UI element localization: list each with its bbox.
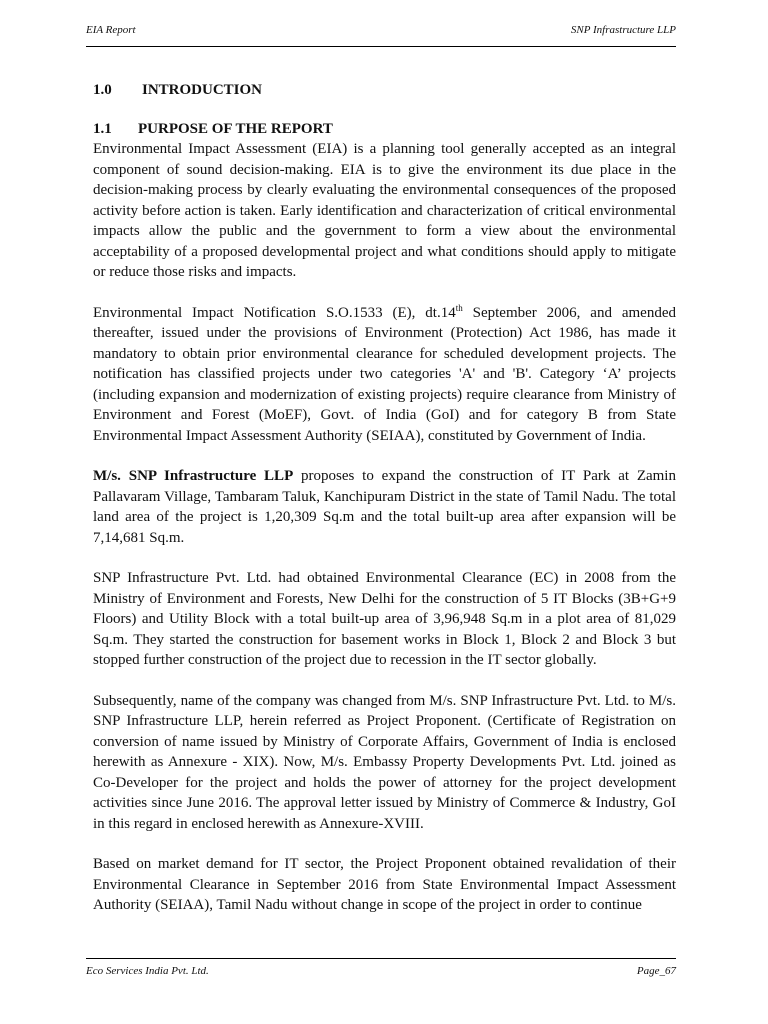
header-right-title: SNP Infrastructure LLP bbox=[570, 24, 676, 36]
paragraph-1: Environmental Impact Assessment (EIA) is a planning tool generally accepted as an integral component of sound decision-making. EIA is to give the environment its due place in the decision-making process by clearly evaluating the environmental consequences of the proposed activity before action is taken. Early identification and characterization of critical environmental impacts allow the public and the government to form a view about the environmental acceptability of a proposed developmental project and what conditions should apply to mitigate or reduce those risks and impacts. bbox=[93, 141, 676, 280]
subsection-title: PURPOSE OF THE REPORT bbox=[138, 120, 333, 137]
company-name: M/s. SNP Infrastructure LLP bbox=[93, 468, 294, 484]
paragraph-5: Subsequently, name of the company was changed from M/s. SNP Infrastructure Pvt. Ltd. to M/s. SNP Infrastructure LLP, herein referred as Project Proponent. (Certificate of Registration on conversion of name issued by Ministry of Corporate Affairs, Government of India is enclosed herewith as Annexure - XIX). Now, M/s. Embassy Property Developments Pvt. Ltd. joined as Co-Developer for the project and holds the power of attorney for the project development activities since June 2016. The approval letter issued by Ministry of Commerce & Industry, GoI in this regard in enclosed herewith as Annexure-XVIII. bbox=[93, 692, 676, 832]
page-footer bbox=[86, 958, 676, 977]
page-number: Page_67 bbox=[636, 965, 676, 977]
section-heading bbox=[93, 80, 676, 101]
section-title: INTRODUCTION bbox=[142, 82, 263, 98]
paragraph-3-rest: proposes to expand the construction of IT Park at Zamin Pallavaram Village, Tambaram Taluk, Kanchipuram District in the state of Tamil Nadu. The total land area of the project is 1,20,309 Sq.m and the total built-up area after expansion will be 7,14,681 Sq.m. bbox=[93, 468, 676, 546]
footer-company: Eco Services India Pvt. Ltd. bbox=[86, 965, 209, 977]
document-body bbox=[93, 77, 676, 936]
section-number: 1.0 bbox=[93, 82, 112, 98]
date-superscript: th bbox=[455, 302, 463, 313]
page-header bbox=[86, 24, 676, 47]
paragraph-2-start: Environmental Impact Notification S.O.1533 (E), dt.14 bbox=[93, 304, 456, 321]
subsection-heading bbox=[93, 119, 676, 140]
subsection-number: 1.1 bbox=[93, 120, 112, 137]
paragraph-3 bbox=[93, 466, 676, 548]
header-left-title: EIA Report bbox=[86, 24, 136, 36]
paragraph-2 bbox=[93, 303, 676, 447]
paragraph-4: SNP Infrastructure Pvt. Ltd. had obtained Environmental Clearance (EC) in 2008 from the Ministry of Environment and Forests, New Delhi for the construction of 5 IT Blocks (3B+G+9 Floors) and Utility Block with a total built-up area of 3,96,948 Sq.m in a plot area of 81,029 Sq.m. They started the construction for basement works in Block 1, Block 2 and Block 3 but stopped further construction of the project due to recession in the IT sector globally. bbox=[93, 570, 676, 668]
paragraph-6: Based on market demand for IT sector, the Project Proponent obtained revalidation of their Environmental Clearance in September 2016 from State Environmental Impact Assessment Authority (SEIAA), Tamil Nadu without change in scope of the project in order to continue bbox=[93, 856, 676, 913]
paragraph-2-end: September 2006, and amended thereafter, issued under the provisions of Environment (Protection) Act 1986, has made it mandatory to obtain prior environmental clearance for scheduled development projects. The notification has classified projects under two categories 'A' and 'B'. Category ‘A’ projects (including expansion and modernization of existing projects) require clearance from Ministry of Environment and Forest (MoEF), Govt. of India (GoI) and for category B from State Environmental Impact Assessment Authority (SEIAA), constituted by Government of India. bbox=[93, 304, 676, 444]
